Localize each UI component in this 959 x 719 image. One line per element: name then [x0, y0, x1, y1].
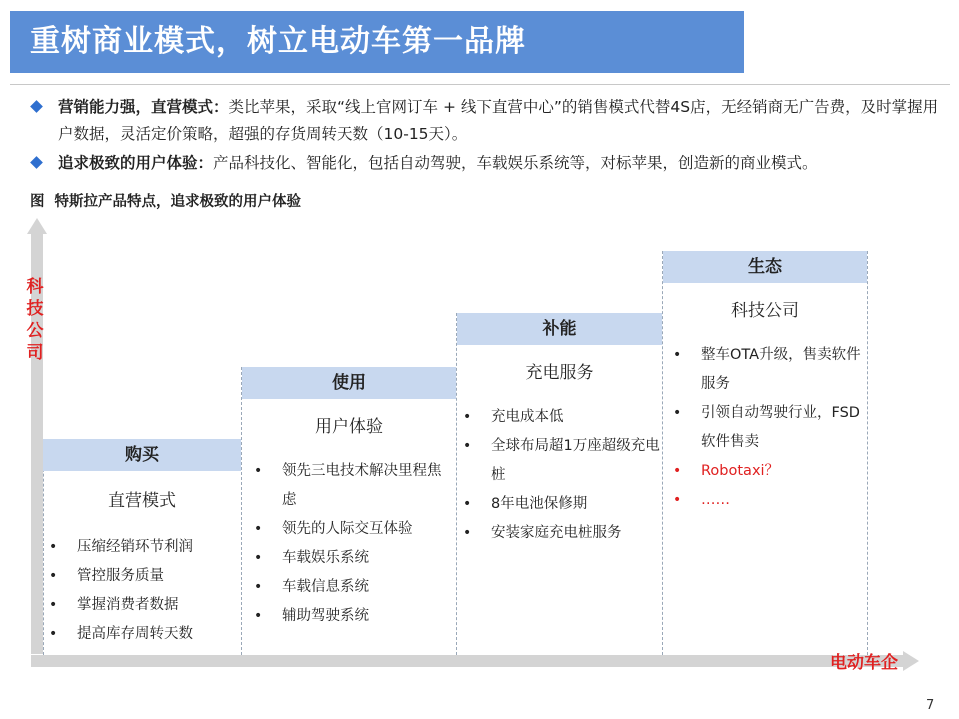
- y-axis-label: 科技公司: [26, 277, 44, 363]
- list-item-text: 领先三电技术解决里程焦虑: [282, 463, 442, 508]
- list-item: [248, 602, 452, 631]
- bullet-dot-icon: •: [673, 347, 682, 363]
- list-item: [667, 399, 865, 457]
- bullet-dot-icon: •: [49, 597, 58, 613]
- list-item: [248, 515, 452, 544]
- list-item: [43, 620, 241, 649]
- step-item-list: [43, 533, 241, 649]
- list-item-text: 管控服务质量: [77, 568, 164, 584]
- bullet-dot-icon: •: [673, 492, 682, 508]
- list-item: [43, 533, 241, 562]
- bullet-dot-icon: •: [463, 438, 472, 454]
- bullet-dot-icon: •: [254, 550, 263, 566]
- page-number: 7: [926, 698, 935, 713]
- bullet-text: 类比苹果，采取“线上官网订车 + 线下直营中心”的销售模式代替4S店，无经销商无广告费，及时掌握用户数据，灵活定价策略，超强的存货周转天数（10-15天）。: [58, 98, 939, 143]
- list-item-text: 压缩经销环节利润: [77, 539, 193, 555]
- list-item: [457, 519, 662, 548]
- bullet-bold-label: 营销能力强，直营模式：: [58, 98, 229, 116]
- list-item: [248, 457, 452, 515]
- step-buy: [43, 439, 241, 655]
- list-item-text: 提高库存周转天数: [77, 626, 193, 642]
- bullet-dot-icon: •: [254, 579, 263, 595]
- y-axis-arrow-icon: [27, 218, 47, 234]
- step-header: 补能: [457, 313, 662, 345]
- list-item-text: 全球布局超1万座超级充电桩: [491, 438, 660, 483]
- list-item-text: ……: [701, 492, 730, 508]
- diamond-bullet-icon: [30, 100, 43, 113]
- list-item-text: Robotaxi？: [701, 463, 780, 479]
- list-item-text: 辅助驾驶系统: [282, 608, 369, 624]
- step-use: [242, 367, 456, 655]
- step-subtitle: 充电服务: [525, 363, 594, 383]
- list-item-text: 安装家庭充电桩服务: [491, 525, 622, 541]
- bullet-dot-icon: •: [49, 539, 58, 555]
- bullet-dot-icon: •: [254, 521, 263, 537]
- figure-caption-text: 特斯拉产品特点，追求极致的用户体验: [54, 194, 301, 210]
- bullet-dot-icon: •: [673, 405, 682, 421]
- step-header: 购买: [43, 439, 241, 471]
- bullet-dot-icon: •: [254, 608, 263, 624]
- figure-prefix: 图: [30, 194, 45, 210]
- bullet-sales-model: [30, 94, 940, 148]
- list-item-text: 车载娱乐系统: [282, 550, 369, 566]
- list-item-text: 8年电池保修期: [491, 496, 588, 512]
- bullet-dot-icon: •: [463, 525, 472, 541]
- list-item-text: 引领自动驾驶行业，FSD软件售卖: [701, 405, 860, 450]
- step-header: 使用: [242, 367, 456, 399]
- step-subtitle: 用户体验: [315, 417, 383, 437]
- list-item: [457, 403, 662, 432]
- list-item: [43, 591, 241, 620]
- list-item: [667, 457, 865, 486]
- bullet-text: 产品科技化、智能化，包括自动驾驶，车载娱乐系统等，对标苹果，创造新的商业模式。: [213, 154, 818, 172]
- list-item-text: 车载信息系统: [282, 579, 369, 595]
- list-item: [457, 432, 662, 490]
- bullet-user-experience: [30, 150, 940, 177]
- bullet-dot-icon: •: [463, 409, 472, 425]
- bullet-dot-icon: •: [673, 463, 682, 479]
- list-item-text: 领先的人际交互体验: [282, 521, 413, 537]
- diamond-bullet-icon: [30, 156, 43, 169]
- list-item: [667, 341, 865, 399]
- list-item: [43, 562, 241, 591]
- title-bar: [10, 11, 744, 73]
- step-ecosystem: [663, 251, 867, 655]
- list-item-text: 充电成本低: [491, 409, 564, 425]
- bullet-dot-icon: •: [254, 463, 263, 479]
- list-item-text: 掌握消费者数据: [77, 597, 179, 613]
- step-item-list: [667, 341, 865, 515]
- figure-caption: [30, 190, 311, 211]
- title-divider: [10, 84, 950, 85]
- step-item-list: [457, 403, 662, 548]
- step-divider: [867, 251, 868, 655]
- x-axis-label: 电动车企: [830, 653, 898, 673]
- bullet-dot-icon: •: [463, 496, 472, 512]
- list-item: [457, 490, 662, 519]
- bullet-bold-label: 追求极致的用户体验：: [58, 154, 214, 172]
- step-subtitle: 科技公司: [731, 301, 799, 321]
- bullet-list: [30, 94, 940, 179]
- step-header: 生态: [663, 251, 867, 283]
- list-item-text: 整车OTA升级，售卖软件服务: [701, 347, 861, 392]
- x-axis-arrow-icon: [903, 651, 919, 671]
- list-item: [248, 544, 452, 573]
- bullet-dot-icon: •: [49, 626, 58, 642]
- step-item-list: [248, 457, 452, 631]
- list-item: [248, 573, 452, 602]
- step-subtitle: 直营模式: [108, 491, 176, 511]
- bullet-dot-icon: •: [49, 568, 58, 584]
- page-title: 重树商业模式，树立电动车第一品牌: [30, 24, 526, 59]
- step-charging: [457, 313, 662, 655]
- list-item: [667, 486, 865, 515]
- x-axis: [31, 655, 905, 667]
